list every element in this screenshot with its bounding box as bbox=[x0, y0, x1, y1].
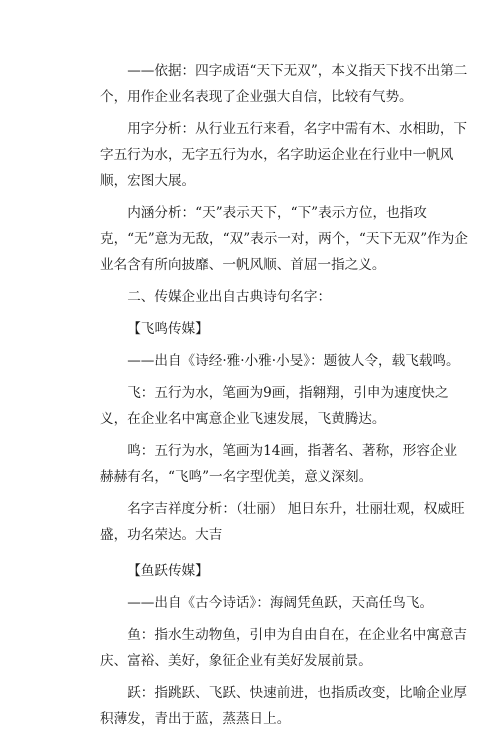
paragraph-fei-analysis: 飞：五行为水，笔画为9画，指翱翔，引申为速度快之义，在企业名中寓意企业飞速发展，飞黄腾达。 bbox=[100, 385, 449, 427]
paragraph-character-analysis: 用字分析：从行业五行来看，名字中需有木、水相助，下字五行为水，无字五行为水，名字助运企业在行业中一帆风顺，宏图大展。 bbox=[100, 121, 468, 189]
paragraph-source-feiming: ——出自《诗经·雅·小雅·小旻》：题彼人令，载飞载鸣。 bbox=[127, 353, 460, 369]
name-title-feiming: 【飞鸣传媒】 bbox=[127, 321, 209, 337]
paragraph-yu-analysis: 鱼：指水生动物鱼，引申为自由自在，在企业名中寓意吉庆、富裕、美好，象征企业有美好发展前景。 bbox=[100, 627, 468, 669]
paragraph-yue-analysis: 跃：指跳跃、飞跃、快速前进，也指质改变，比喻企业厚积薄发，青出于蓝，蒸蒸日上。 bbox=[100, 685, 468, 727]
name-title-yuyue: 【鱼跃传媒】 bbox=[127, 563, 209, 579]
paragraph-meaning-analysis: 内涵分析：“天”表示天下，“下”表示方位，也指攻克，“无”意为无敌，“双”表示一对，两个，“天下无双”作为企业名含有所向披靡、一帆风顺、首屈一指之义。 bbox=[100, 205, 468, 273]
paragraph-source-yuyue: ——出自《古今诗话》：海阔凭鱼跃，天高任鸟飞。 bbox=[127, 595, 434, 611]
paragraph-auspiciousness: 名字吉祥度分析：（壮丽） 旭日东升，壮丽壮观，权威旺盛，功名荣达。大吉 bbox=[100, 501, 465, 543]
paragraph-basis: ——依据：四字成语“天下无双”，本义指天下找不出第二个，用作企业名表现了企业强大自信，比较有气势。 bbox=[100, 63, 468, 105]
paragraph-ming-analysis: 鸣：五行为水，笔画为14画，指著名、著称，形容企业赫赫有名，“飞鸣”一名字型优美，意义深刻。 bbox=[100, 443, 458, 485]
section-heading: 二、传媒企业出自古典诗句名字： bbox=[127, 289, 332, 305]
